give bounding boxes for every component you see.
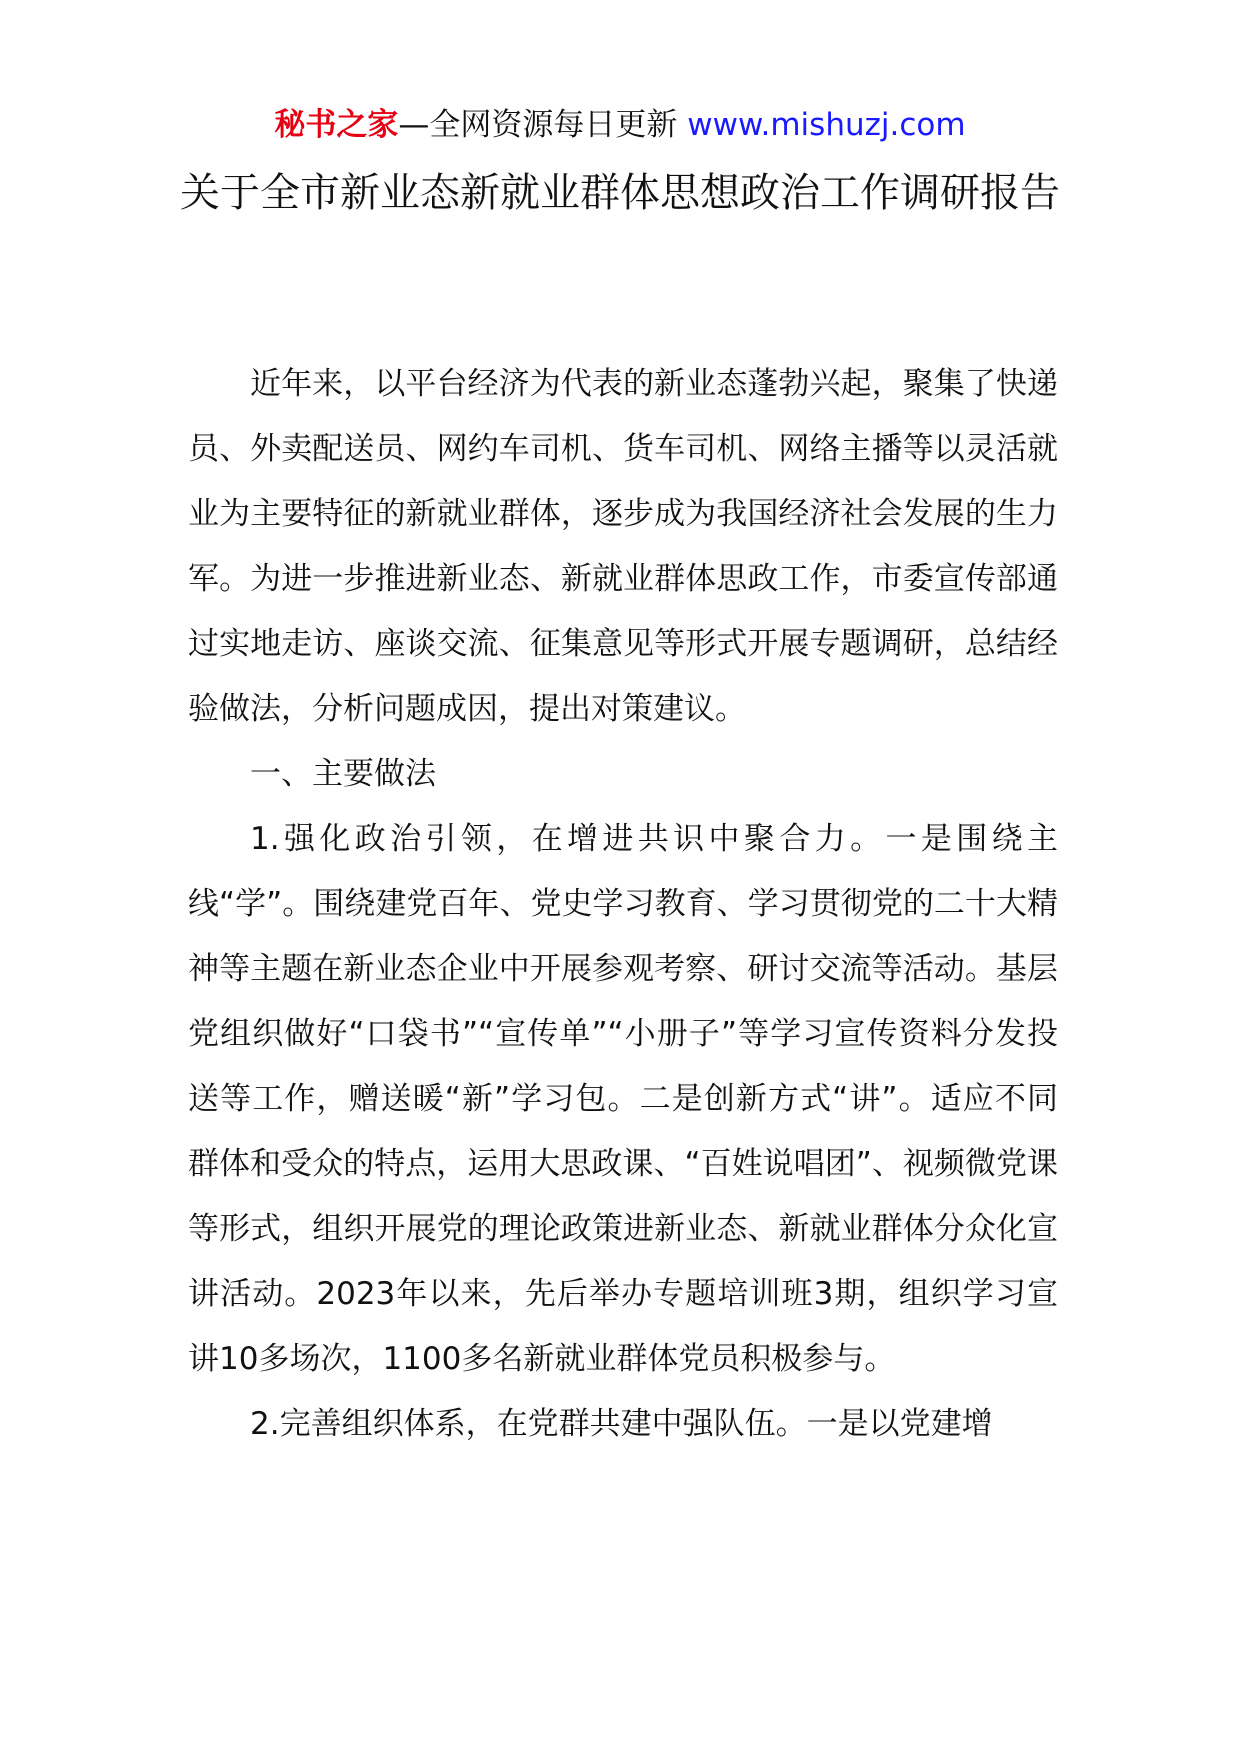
- paragraph-item-1: 1.强化政治引领，在增进共识中聚合力。一是围绕主线“学”。围绕建党百年、党史学习教育、学习贯彻党的二十大精神等主题在新业态企业中开展参观考察、研讨交流等活动。基层党组织做好“口袋书”“宣传单”“小册子”等学习宣传资料分发投送等工作，赠送暖“新”学习包。二是创新方式“讲”。适应不同群体和受众的特点，运用大思政课、“百姓说唱团”、视频微党课等形式，组织开展党的理论政策进新业态、新就业群体分众化宣讲活动。2023年以来，先后举办专题培训班3期，组织学习宣讲10多场次，1100多名新就业群体党员积极参与。: [188, 821, 1058, 1377]
- site-brand: 秘书之家: [274, 107, 399, 143]
- document-title: 关于全市新业态新就业群体思想政治工作调研报告: [180, 170, 1060, 216]
- document-body: [188, 352, 1058, 1457]
- site-header: [0, 100, 1240, 150]
- site-url-link[interactable]: www.mishuzj.com: [687, 107, 966, 143]
- section-heading: 一、主要做法: [250, 756, 436, 792]
- paragraph-item-2: 2.完善组织体系，在党群共建中强队伍。一是以党建增: [250, 1406, 993, 1442]
- paragraph-intro: 近年来，以平台经济为代表的新业态蓬勃兴起，聚集了快递员、外卖配送员、网约车司机、货车司机、网络主播等以灵活就业为主要特征的新就业群体，逐步成为我国经济社会发展的生力军。为进一步推进新业态、新就业群体思政工作，市委宣传部通过实地走访、座谈交流、征集意见等形式开展专题调研，总结经验做法，分析问题成因，提出对策建议。: [188, 366, 1058, 727]
- site-slogan: —全网资源每日更新: [398, 107, 678, 143]
